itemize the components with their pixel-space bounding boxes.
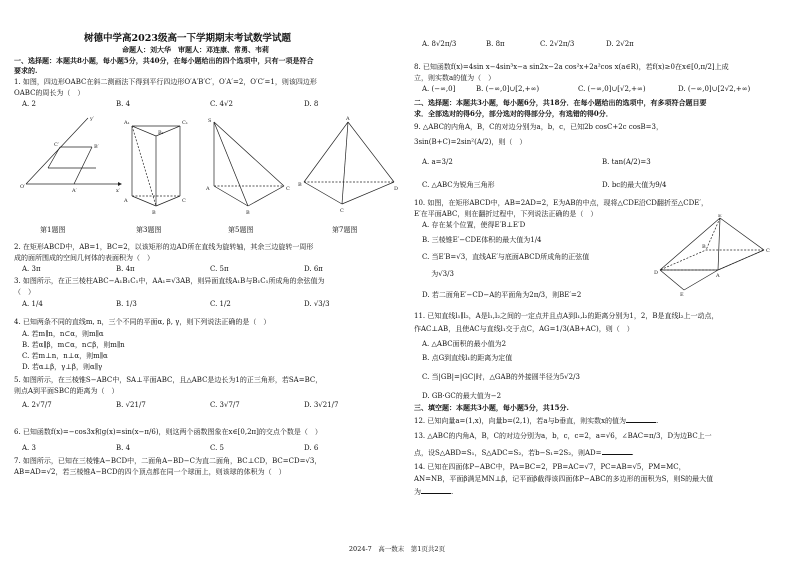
q14-text-end: 为 .: [414, 488, 454, 496]
svg-text:E: E: [680, 292, 684, 298]
q11-option-d: D. GB·GC的最大值为−2: [422, 392, 502, 400]
q8-text-cont: 立，则实数a的值为（ ）: [414, 74, 496, 82]
svg-text:B: B: [298, 182, 302, 188]
svg-text:B′: B′: [94, 144, 99, 150]
svg-text:y′: y′: [90, 116, 94, 122]
q7-option-a: A. 8√2π/3: [422, 40, 457, 48]
q1-option-b: B. 4: [116, 100, 131, 108]
q9-option-d: D. bc的最大值为9/4: [602, 181, 667, 189]
q5-option-c: C. 3√7/7: [210, 401, 240, 409]
svg-text:C: C: [766, 248, 770, 254]
q14-text-cont: AN=NB，平面β满足MN⊥β，记平面β截得该四面体P−ABC的多边形的面积为S，则S的最大值: [414, 475, 714, 483]
svg-text:B: B: [702, 244, 706, 250]
q8-option-c: C. (−∞,0]∪[√2,+∞): [578, 85, 646, 93]
q3-option-a: A. 1/4: [22, 300, 43, 308]
right-column: [414, 0, 782, 531]
svg-text:A: A: [206, 186, 210, 192]
q1-option-d: D. 8: [304, 100, 319, 108]
q8-text: 8. 已知函数f(x)=4sin x−4sin³x−a sin2x−2a cos²x+2a²cos x(a∈R)，若f(x)≥0在x∈[0,π/2]上成: [414, 63, 729, 71]
svg-text:E′: E′: [718, 214, 723, 219]
q10-text: 10. 如图，在矩形ABCD中，AB=2AD=2，E为AB的中点，现将△CDE沿CD翻折至△CDE′，: [414, 199, 708, 207]
svg-text:B: B: [152, 210, 156, 216]
q11-text-cont: 作AC⊥AB，且使AC与直线l₁交于点C，AG=1/3(AB+AC)，则（ ）: [414, 325, 634, 333]
q2-option-a: A. 3π: [22, 265, 41, 273]
q14-answer-blank[interactable]: [421, 486, 451, 494]
q3-option-c: C. 1/2: [210, 300, 231, 308]
q5-option-a: A. 2√7/7: [22, 401, 52, 409]
section-3-heading: 三、填空题：本题共3小题，每小题5分，共15分.: [414, 403, 569, 412]
q11-option-c: C. 当|GB|=|GC|时，△GAB的外接圆半径为5√2/3: [422, 373, 580, 381]
left-column: [14, 0, 406, 531]
section-2-heading: 二、选择题：本题共3小题，每小题6分，共18分．在每小题给出的选项中，有多项符合题目要: [414, 98, 707, 107]
q14-stem: 为: [414, 488, 421, 496]
q5-text: 5. 如图所示，在三棱锥S−ABC中，SA⊥平面ABC，且△ABC是边长为1的正三角形，若SA=BC，: [14, 376, 323, 384]
figure-7-pyramid: [296, 112, 400, 216]
q13-answer-blank[interactable]: [602, 447, 632, 455]
q5-option-d: D. 3√21/7: [304, 401, 339, 409]
q8-option-b: B. (−∞,0]∪[2,+∞): [476, 85, 540, 93]
q2-text-cont: 成的面所围成的空间几何体的表面积为（ ）: [14, 254, 154, 262]
svg-text:O′: O′: [20, 184, 26, 190]
q1-option-a: A. 2: [22, 100, 36, 108]
q14-text: 14. 已知在四面体P−ABC中，PA=BC=2，PB=AC=√7，PC=AB=√5，PM=MC，: [414, 463, 686, 471]
q9-option-b: B. tan(A/2)=3: [602, 158, 651, 166]
q4-option-d: D. 若α⊥β，γ⊥β，则α∥γ: [22, 363, 103, 371]
q7-option-b: B. 8π: [486, 40, 505, 48]
q5-option-b: B. √21/7: [116, 401, 146, 409]
q6-text: 6. 已知函数f(x)=−cos3x和g(x)=sin(x−π/6)，则这两个函数图象在x∈[0,2π]的交点个数是（ ）: [14, 428, 322, 436]
page-footer: 2024-7 高一数末 第1页共2页: [348, 544, 446, 553]
q4-text: 4. 已知两条不同的直线m, n，三个不同的平面α, β, γ，则下列说法正确的是（ ）: [14, 318, 271, 326]
q12-text: 12. 已知向量a=(1,x)，向量b=(2,1)，若a与b垂直，则实数x的值为 .: [414, 417, 659, 425]
svg-text:B₁: B₁: [158, 130, 164, 136]
section-2-heading-cont: 求．全部选对的得6分，部分选对的得部分分，有选错的得0分．: [414, 109, 613, 118]
svg-text:D: D: [394, 186, 399, 192]
q2-option-d: D. 6π: [304, 265, 323, 273]
q1-text-cont: OABC的周长为（ ）: [14, 89, 85, 97]
q12-stem: 12. 已知向量a=(1,x)，向量b=(2,1)，若a与b垂直，则实数x的值为: [414, 417, 627, 425]
svg-text:C: C: [286, 186, 290, 192]
svg-text:A: A: [124, 198, 128, 204]
q7-option-c: C. 2√2π/3: [540, 40, 575, 48]
q11-option-a: A. △ABC面积的最小值为2: [422, 340, 507, 348]
svg-text:B: B: [246, 210, 250, 216]
figure-1-oblique-parallelogram: [18, 112, 126, 194]
q11-option-b: B. 点G到直线l₁的距离为定值: [422, 354, 513, 362]
svg-text:A′: A′: [72, 188, 77, 194]
q10-option-c: C. 当E′B=√3，直线AE′与底面ABCD所成角的正弦值: [422, 253, 590, 261]
figure-3-caption: 第3题图: [136, 226, 162, 234]
q10-option-d: D. 若二面角E′−CD−A的平面角为2π/3，则BE′=2: [422, 291, 582, 299]
q3-option-d: D. √3/3: [304, 300, 330, 308]
figure-5-caption: 第5题图: [228, 226, 254, 234]
authors-line: 命题人：刘大华 审题人：邓连康、常勇、韦莉: [122, 45, 269, 54]
q8-option-d: D. (−∞,0]∪[2√2,+∞): [678, 85, 751, 93]
svg-text:x′: x′: [116, 188, 120, 194]
q10-option-a: A. 存在某个位置，使得E′B⊥E′D: [422, 221, 526, 229]
svg-text:D: D: [654, 270, 659, 276]
svg-text:A₁: A₁: [124, 120, 130, 126]
svg-text:A: A: [716, 273, 720, 279]
q6-option-c: C. 5: [210, 444, 225, 452]
q11-text: 11. 已知直线l₁∥l₂，A是l₁,l₂之间的一定点并且点A到l₁,l₂的距离分别为1，2，B是直线l₂上一动点，: [414, 312, 719, 320]
q9-option-c: C. △ABC为锐角三角形: [422, 181, 495, 189]
q2-option-b: B. 4π: [116, 265, 135, 273]
figure-1-caption: 第1题图: [40, 226, 66, 234]
q7-option-d: D. 2√2π: [606, 40, 634, 48]
svg-text:S: S: [208, 118, 212, 124]
svg-text:C′: C′: [54, 142, 59, 148]
svg-text:C: C: [182, 198, 186, 204]
q3-text: 3. 如图所示，在正三棱柱ABC−A₁B₁C₁中，AA₁=√3AB，则异面直线A₁B与B₁C₁所成角的余弦值为: [14, 277, 325, 285]
q7-text-cont: AB=AD=√2，若三棱锥A−BCD的四个顶点都在同一个球面上，则该球的体积为（ ）: [14, 468, 286, 476]
q9-text: 9. △ABC的内角A，B，C的对边分别为a，b，c，已知2b cosC+2c cosB=3，: [414, 123, 663, 131]
q10-option-c-cont: 为√3/3: [422, 270, 454, 278]
q9-option-a: A. a=3/2: [422, 158, 453, 166]
q7-text: 7. 如图所示，已知在三棱锥A−BCD中，二面角A−BD−C为直二面角，BC⊥CD，BC=CD=√3，: [14, 457, 322, 465]
q5-text-cont: 则点A到平面SBC的距离为（ ）: [14, 387, 119, 395]
q6-option-a: A. 3: [22, 444, 36, 452]
q13-text: 13. △ABC的内角A，B，C的对边分别为a，b，c，c=2，a=√6，∠BAC=π/3，D为边BC上一: [414, 432, 712, 440]
q1-option-c: C. 4√2: [210, 100, 233, 108]
q3-option-b: B. 1/3: [116, 300, 137, 308]
q13-stem: 点，设S△ABD=S₁，S△ADC=S₂，若b−S₁=2S₂，则AD=: [414, 449, 602, 457]
q6-option-d: D. 6: [304, 444, 319, 452]
q6-option-b: B. 4: [116, 444, 131, 452]
q10-option-b: B. 三棱锥E′−CDE体积的最大值为1/4: [422, 236, 542, 244]
q1-text: 1. 如图，四边形OABC在斜二测画法下得到平行四边形O′A′B′C′，O′A′=2，O′C′=1，则该四边形: [14, 78, 317, 86]
q4-option-a: A. 若m∥n，n⊂α，则m∥α: [22, 330, 104, 338]
page-title: 树德中学高2023级高一下学期期末考试数学试题: [84, 33, 291, 44]
q8-option-a: A. (−∞,0]: [422, 85, 456, 93]
q4-option-b: B. 若α∥β，m⊂α，n⊂β，则m∥n: [22, 341, 125, 349]
q2-text: 2. 在矩形ABCD中，AB=1，BC=2，以该矩形的边AD所在直线为旋转轴，其余三边旋转一周形: [14, 243, 314, 251]
q13-text-cont: 点，设S△ABD=S₁，S△ADC=S₂，若b−S₁=2S₂，则AD= .: [414, 449, 634, 457]
section-1-heading: 一、选择题：本题共8小题，每小题5分，共40分，在每小题给出的四个选项中，只有一项是符合: [14, 56, 314, 65]
figure-3-triangular-prism: [122, 112, 194, 216]
q10-text-cont: E′在平面ABC，则在翻折过程中，下列说法正确的是（ ）: [414, 210, 598, 218]
figure-7-caption: 第7题图: [332, 226, 358, 234]
svg-text:C₁: C₁: [182, 120, 188, 126]
figure-5-tetrahedron: [200, 112, 296, 216]
figure-10-folded-rectangle: [654, 214, 778, 298]
svg-text:A: A: [346, 116, 350, 122]
q3-text-cont: （ ）: [14, 288, 35, 296]
q2-option-c: C. 5π: [210, 265, 229, 273]
section-1-heading-cont: 要求的.: [14, 66, 38, 75]
q12-answer-blank[interactable]: [626, 415, 656, 423]
svg-text:C: C: [340, 208, 344, 214]
q4-option-c: C. 若m⊥n，n⊥α，则m∥α: [22, 352, 108, 360]
q9-text-cont: 3sin(B+C)=2sin²(A/2)，则（ ）: [414, 138, 527, 146]
